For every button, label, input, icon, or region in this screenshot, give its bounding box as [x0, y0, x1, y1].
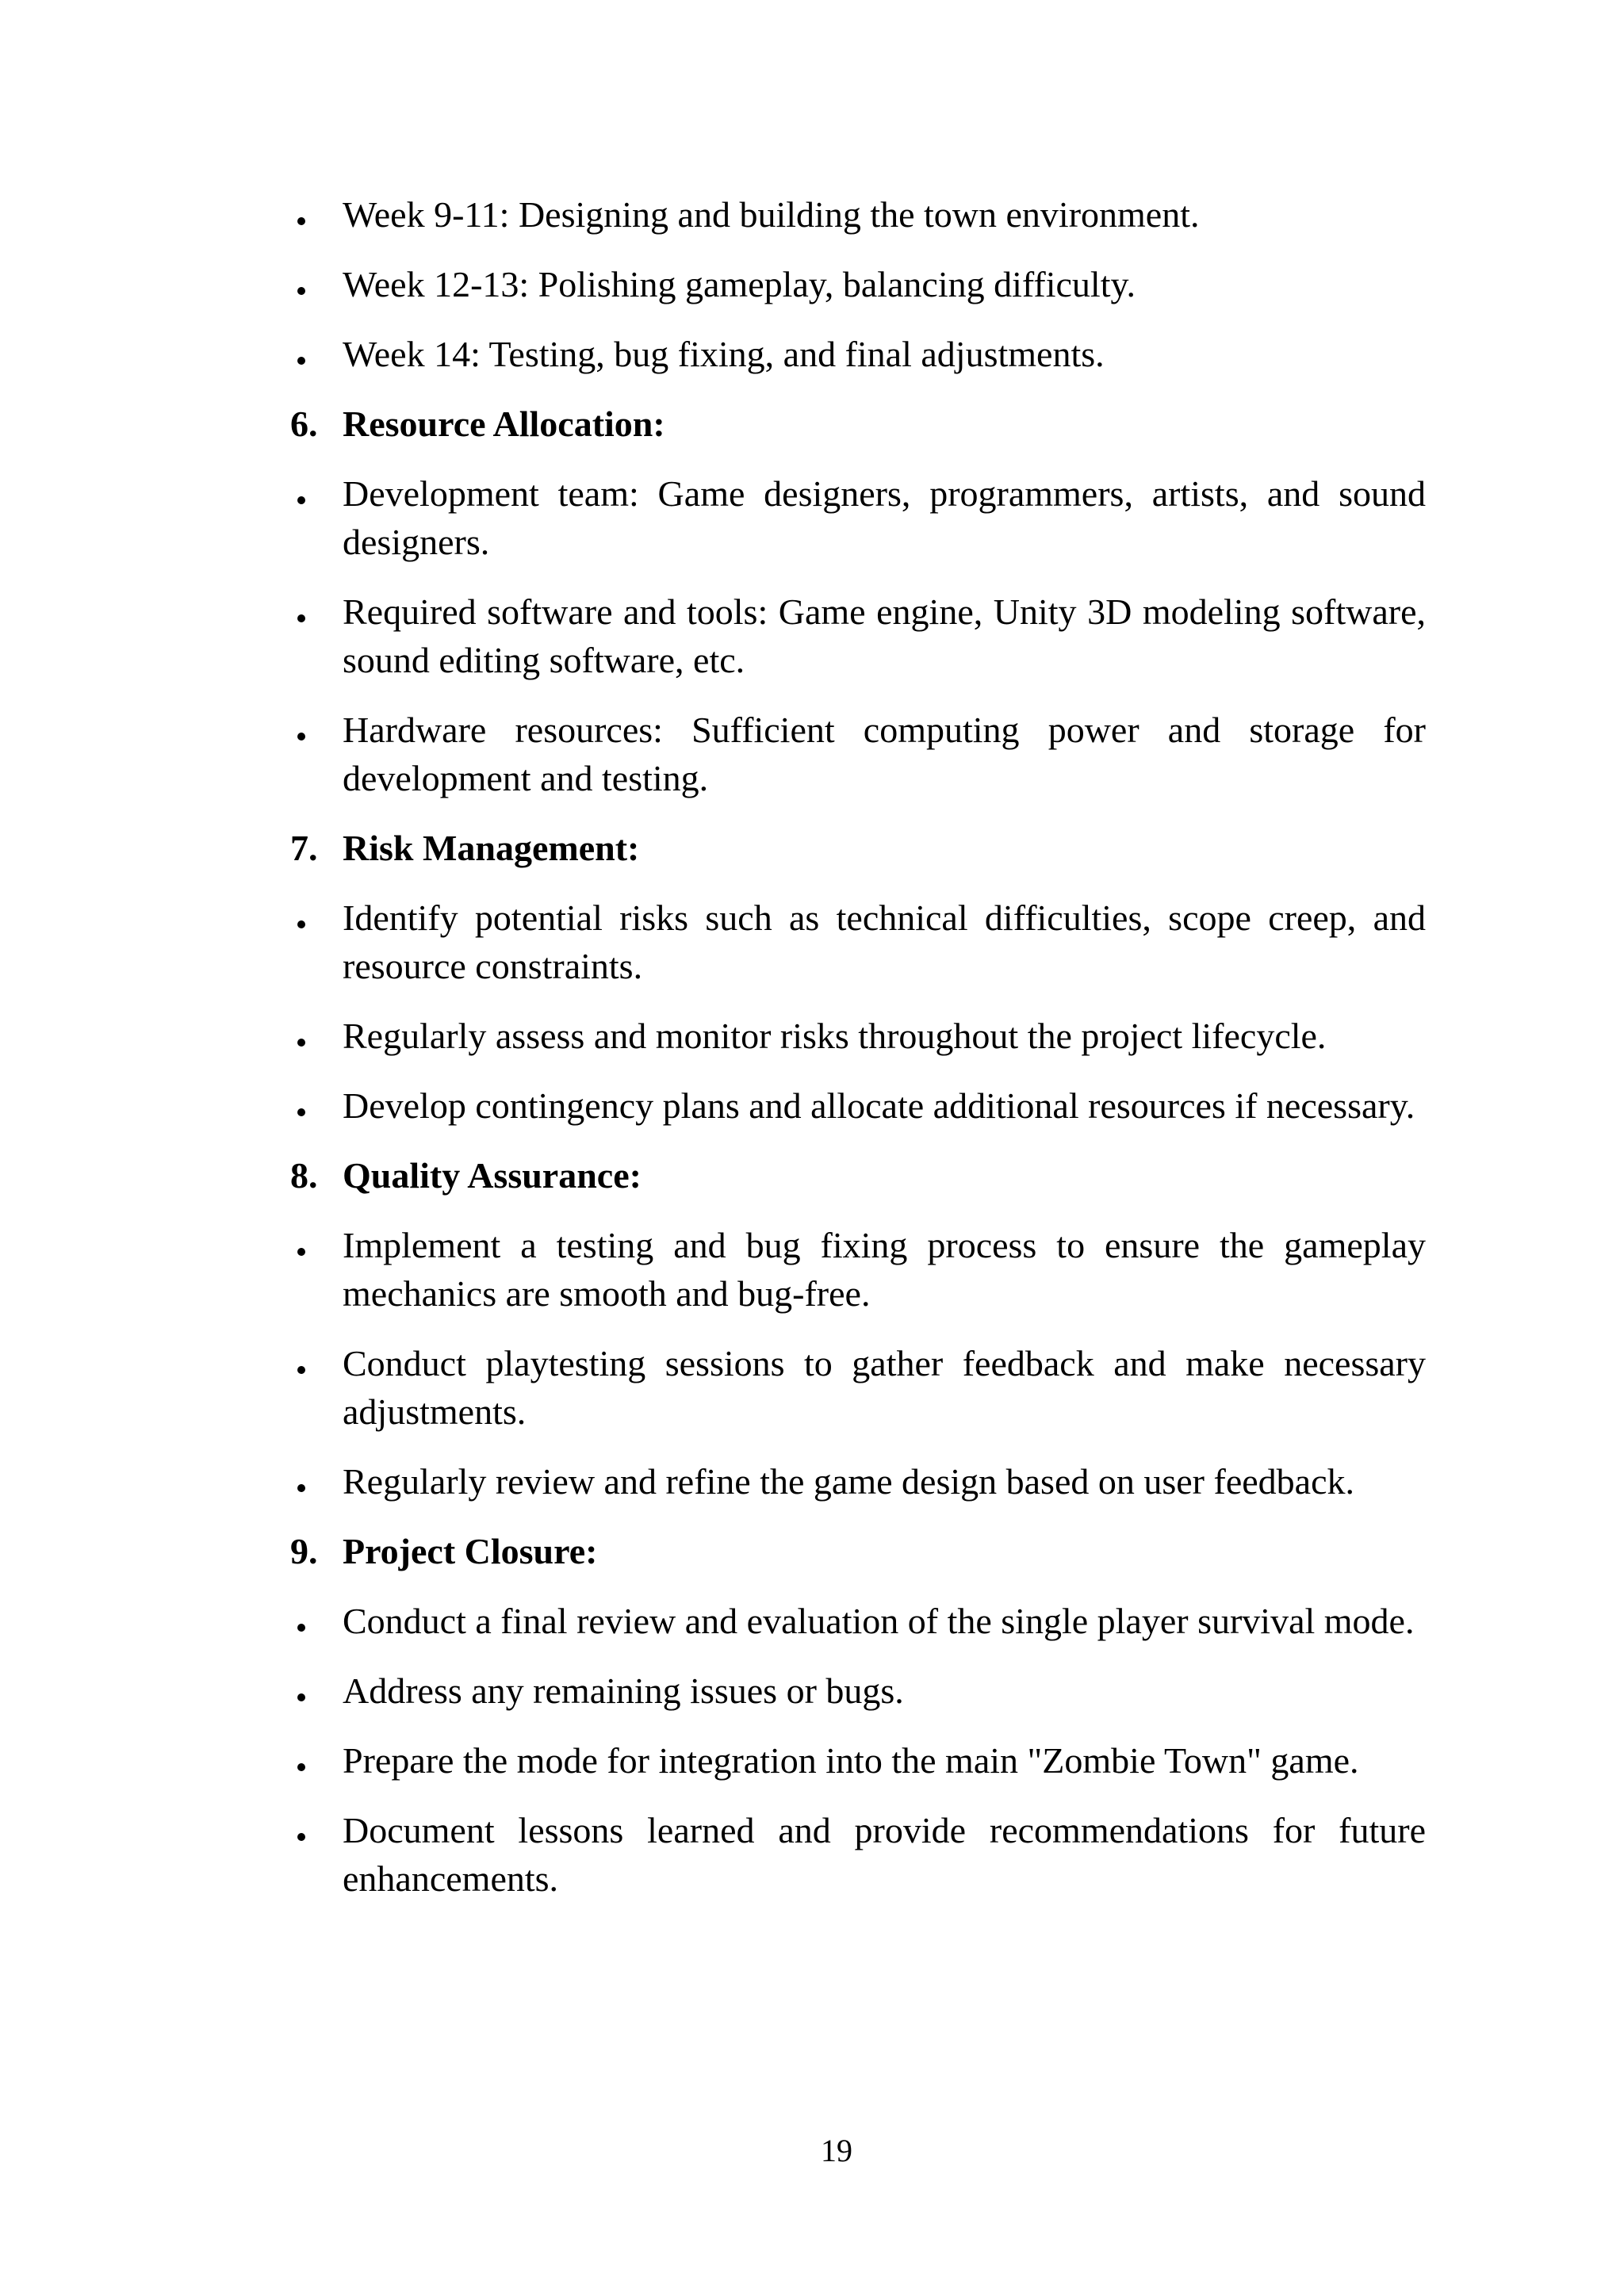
- list-item-text: Week 12-13: Polishing gameplay, balancing difficulty.: [343, 264, 1136, 304]
- section-title: Risk Management:: [343, 828, 640, 868]
- list-item-text: Week 9-11: Designing and building the town environment.: [343, 194, 1200, 235]
- list-item-text: Regularly assess and monitor risks throughout the project lifecycle.: [343, 1016, 1327, 1056]
- section-heading-risk-management: [290, 824, 1426, 872]
- section-number: 7.: [290, 828, 318, 868]
- list-item: [290, 1457, 1426, 1506]
- list-item-text: Identify potential risks such as technical difficulties, scope creep, and resource constraints.: [343, 897, 1426, 986]
- list-item: [290, 330, 1426, 378]
- list-item: [290, 1597, 1426, 1645]
- list-item: [290, 260, 1426, 308]
- list-item-text: Address any remaining issues or bugs.: [343, 1670, 904, 1711]
- section-heading-project-closure: [290, 1527, 1426, 1575]
- list-item: [290, 587, 1426, 684]
- list-item-text: Conduct a final review and evaluation of the single player survival mode.: [343, 1601, 1415, 1641]
- list-item-text: Document lessons learned and provide recommendations for future enhancements.: [343, 1810, 1426, 1899]
- list-item-text: Prepare the mode for integration into the main "Zombie Town" game.: [343, 1740, 1359, 1781]
- list-item: [290, 1806, 1426, 1903]
- list-item: [290, 1667, 1426, 1715]
- list-item: [290, 190, 1426, 239]
- section-title: Quality Assurance:: [343, 1155, 642, 1196]
- list-item-text: Week 14: Testing, bug fixing, and final adjustments.: [343, 334, 1105, 374]
- list-item-text: Regularly review and refine the game design based on user feedback.: [343, 1461, 1354, 1502]
- page-number: 19: [821, 2133, 852, 2168]
- list-item: [290, 1736, 1426, 1785]
- list-item-text: Required software and tools: Game engine, Unity 3D modeling software, sound editing software, etc.: [343, 591, 1426, 680]
- section-number: 9.: [290, 1531, 318, 1571]
- list-item-text: Conduct playtesting sessions to gather feedback and make necessary adjustments.: [343, 1343, 1426, 1432]
- list-item: [290, 1221, 1426, 1318]
- section-title: Project Closure:: [343, 1531, 598, 1571]
- section-number: 8.: [290, 1155, 318, 1196]
- section-heading-quality-assurance: [290, 1151, 1426, 1200]
- list-item: [290, 1081, 1426, 1130]
- list-item-text: Hardware resources: Sufficient computing power and storage for development and testing.: [343, 710, 1426, 798]
- list-item: [290, 469, 1426, 566]
- list-item: [290, 1012, 1426, 1060]
- section-title: Resource Allocation:: [343, 404, 665, 444]
- list-item: [290, 894, 1426, 990]
- list-item-text: Implement a testing and bug fixing process to ensure the gameplay mechanics are smooth and bug-free.: [343, 1225, 1426, 1314]
- list-item: [290, 706, 1426, 802]
- list-item-text: Development team: Game designers, programmers, artists, and sound designers.: [343, 473, 1426, 562]
- section-number: 6.: [290, 404, 318, 444]
- list-item: [290, 1339, 1426, 1436]
- page-content: [290, 190, 1426, 1924]
- list-item-text: Develop contingency plans and allocate additional resources if necessary.: [343, 1085, 1415, 1126]
- section-heading-resource-allocation: [290, 400, 1426, 448]
